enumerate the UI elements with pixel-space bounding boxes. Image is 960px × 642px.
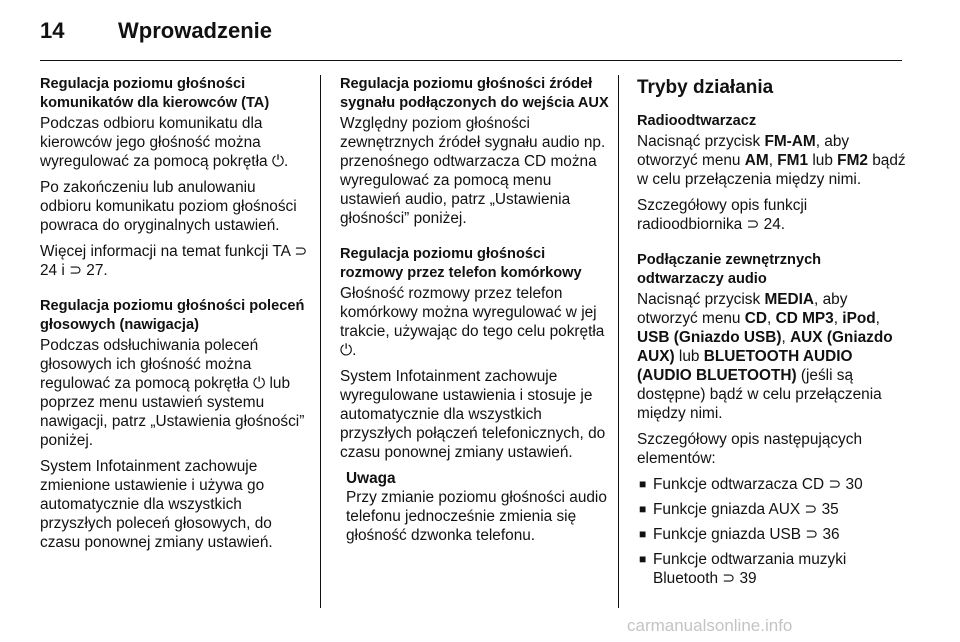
section-title-voice-volume: Regulacja poziomu głośności poleceń głosowych (nawigacja): [40, 298, 305, 333]
column-2: [340, 75, 610, 545]
header-rule: [40, 60, 902, 61]
paragraph: System Infotainment zachowuje zmienione ustawienie i używa go automatycznie dla wszystkich przyszłych poleceń głosowych, do czasu ponownej zmiany ustawień.: [40, 458, 273, 551]
list-item: ■ Funkcje odtwarzania muzyki Bluetooth ⊃ 39: [639, 551, 847, 587]
list-item: ■ Funkcje gniazda AUX ⊃ 35: [639, 501, 839, 518]
paragraph-radio: Nacisnąć przycisk FM-AM, aby otworzyć menu AM, FM1 lub FM2 bądź w celu przełączenia między nimi.: [637, 133, 906, 188]
bullet-icon: ■: [639, 552, 647, 566]
feature-list: [637, 475, 907, 588]
column-3: [637, 75, 907, 594]
paragraph: Podczas odsłuchiwania poleceń głosowych ich głośność można regulować za pomocą pokrętła ⏻ lub poprzez menu ustawień systemu nawigacji, patrz „Ustawienia głośności” poniżej.: [40, 337, 305, 449]
note-text: Przy zmianie poziomu głośności audio telefonu jednocześnie zmienia się głośność dzwonka telefonu.: [346, 489, 607, 544]
paragraph-media: Nacisnąć przycisk MEDIA, aby otworzyć menu CD, CD MP3, iPod, USB (Gniazdo USB), AUX (Gniazdo AUX) lub BLUETOOTH AUDIO (AUDIO BLUETOOTH) (jeśli są dostępne) bądź w celu przełączenia między nimi.: [637, 291, 893, 422]
paragraph: Głośność rozmowy przez telefon komórkowy można wyregulować w jej trakcie, używając do tego celu pokrętła ⏻.: [340, 285, 605, 359]
bullet-icon: ■: [639, 527, 647, 541]
section-title-aux-volume: Regulacja poziomu głośności źródeł sygnału podłączonych do wejścia AUX: [340, 76, 609, 111]
column-divider-1: [320, 75, 321, 608]
subsection-title-external-players: Podłączanie zewnętrznych odtwarzaczy audio: [637, 252, 822, 287]
section-title-ta-volume: Regulacja poziomu głośności komunikatów dla kierowców (TA): [40, 76, 270, 111]
paragraph: Po zakończeniu lub anulowaniu odbioru komunikatu poziom głośności powraca do oryginalnych ustawień.: [40, 179, 297, 234]
note-box: [346, 469, 610, 545]
page-header: [40, 18, 272, 44]
list-item: ■ Funkcje gniazda USB ⊃ 36: [639, 526, 840, 543]
note-title: Uwaga: [346, 470, 396, 487]
paragraph: Szczegółowy opis następujących elementów:: [637, 431, 862, 467]
bullet-icon: ■: [639, 502, 647, 516]
paragraph: System Infotainment zachowuje wyregulowane ustawienia i stosuje je automatycznie dla wszystkich przyszłych połączeń telefonicznych, do czasu ponownej zmiany ustawień.: [340, 368, 606, 461]
section-title-phone-volume: Regulacja poziomu głośności rozmowy przez telefon komórkowy: [340, 246, 582, 281]
column-1: [40, 75, 310, 559]
page-title: Wprowadzenie: [118, 18, 273, 43]
paragraph: Podczas odbioru komunikatu dla kierowców jego głośność można wyregulować za pomocą pokrętła ⏻.: [40, 115, 289, 170]
column-divider-2: [618, 75, 619, 608]
paragraph: Względny poziom głośności zewnętrznych źródeł sygnału audio np. przenośnego odtwarzacza CD można wyregulować za pomocą menu ustawień audio, patrz „Ustawienia głośności” poniżej.: [340, 115, 606, 227]
watermark: carmanualsonline.info: [627, 616, 793, 635]
page-number: 14: [40, 18, 65, 43]
paragraph: Szczegółowy opis funkcji radioodbiornika ⊃ 24.: [637, 197, 808, 233]
section-title-operating-modes: Tryby działania: [637, 77, 774, 98]
bullet-icon: ■: [639, 477, 647, 491]
subsection-title-radio: Radioodtwarzacz: [637, 113, 757, 129]
paragraph: Więcej informacji na temat funkcji TA ⊃ 24 i ⊃ 27.: [40, 243, 308, 279]
list-item: ■ Funkcje odtwarzacza CD ⊃ 30: [639, 476, 863, 493]
